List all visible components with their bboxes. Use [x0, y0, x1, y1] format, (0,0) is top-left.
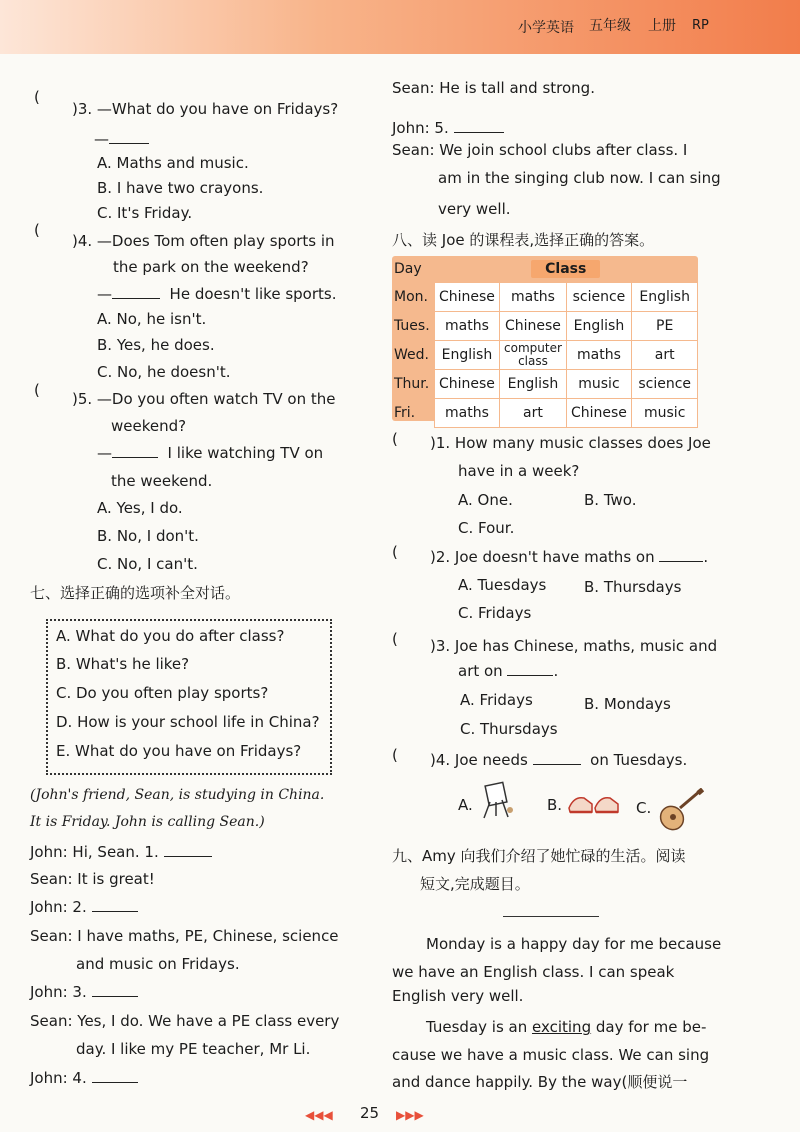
option-b: B. — [547, 796, 563, 814]
dialog-line: John: Hi, Sean. 1. — [30, 842, 212, 862]
option-a: A. Tuesdays — [458, 576, 547, 594]
table-cell: art — [500, 399, 566, 428]
question-5: )5. —Do you often watch TV on the — [72, 390, 336, 408]
option-a: A. Fridays — [460, 691, 533, 709]
section-9-title-cont: 短文,完成题目。 — [420, 875, 530, 893]
page-header — [0, 0, 800, 54]
section-9-title: 九、Amy 向我们介绍了她忙碌的生活。阅读 — [392, 847, 686, 865]
question-4: )4. Joe needs on Tuesdays. — [430, 751, 688, 769]
dialog-line: John: 4. — [30, 1068, 138, 1088]
answer-line: — — [94, 129, 149, 149]
question-5-cont: weekend? — [111, 417, 187, 435]
answer-paren: ( — [392, 430, 398, 448]
dialog-line: John: 2. — [30, 897, 138, 917]
sneakers-icon — [566, 786, 622, 820]
dialog-line: Sean: We join school clubs after class. I — [392, 141, 688, 159]
table-cell: English — [434, 341, 500, 370]
option-c: C. It's Friday. — [97, 204, 193, 222]
options-box — [46, 619, 332, 775]
guitar-icon — [656, 788, 704, 834]
table-cell: science — [632, 370, 698, 399]
answer-paren: ( — [34, 381, 40, 399]
option-a: A. Maths and music. — [97, 154, 249, 172]
option-a: A. Yes, I do. — [97, 499, 183, 517]
title-blank — [503, 916, 599, 917]
table-cell: science — [566, 283, 632, 312]
right-arrows-icon: ▶▶▶ — [396, 1108, 424, 1122]
dialog-line: Sean: Yes, I do. We have a PE class every — [30, 1012, 340, 1030]
underlined-word: exciting — [532, 1018, 592, 1036]
table-cell: maths — [500, 283, 566, 312]
option-d: D. How is your school life in China? — [56, 713, 320, 731]
option-c: C. Thursdays — [460, 720, 558, 738]
option-b: B. Thursdays — [584, 578, 682, 596]
question-1-cont: have in a week? — [458, 462, 580, 480]
question-4: )4. —Does Tom often play sports in — [72, 232, 335, 250]
question-3: )3. Joe has Chinese, maths, music and — [430, 637, 718, 655]
option-b: B. Mondays — [584, 695, 671, 713]
option-c: C. No, he doesn't. — [97, 363, 231, 381]
book-grade: 五年级 — [589, 18, 631, 34]
passage-line: Monday is a happy day for me because — [426, 935, 722, 953]
answer-line-cont: the weekend. — [111, 472, 213, 490]
answer-line: — I like watching TV on — [97, 444, 324, 462]
table-cell: Chinese — [434, 370, 500, 399]
book-title: 小学英语 — [518, 20, 574, 36]
option-b: B. No, I don't. — [97, 527, 199, 545]
answer-paren: ( — [392, 746, 398, 764]
table-cell: maths — [566, 341, 632, 370]
option-b: B. Yes, he does. — [97, 336, 215, 354]
table-cell: music — [632, 399, 698, 428]
option-c: C. Fridays — [458, 604, 532, 622]
option-b: B. I have two crayons. — [97, 179, 264, 197]
page-footer — [0, 1100, 800, 1132]
option-a: A. One. — [458, 491, 513, 509]
passage-line: we have an English class. I can speak — [392, 963, 675, 981]
dialog-context: It is Friday. John is calling Sean.) — [30, 814, 265, 830]
row-day: Fri. — [394, 405, 416, 421]
dialog-line: and music on Fridays. — [76, 955, 240, 973]
answer-paren: ( — [392, 543, 398, 561]
table-cell: Chinese — [500, 312, 566, 341]
row-day: Tues. — [394, 318, 430, 334]
question-3: )3. —What do you have on Fridays? — [72, 100, 339, 118]
option-a: A. What do you do after class? — [56, 627, 285, 645]
answer-paren: ( — [34, 221, 40, 239]
option-a: A. No, he isn't. — [97, 310, 207, 328]
dialog-context: (John's friend, Sean, is studying in China. — [30, 787, 325, 803]
question-3-cont: art on . — [458, 662, 559, 680]
question-1: )1. How many music classes does Joe — [430, 434, 711, 452]
option-c: C. Do you often play sports? — [56, 684, 269, 702]
passage-line: English very well. — [392, 987, 524, 1005]
page-number: 25 — [360, 1104, 380, 1122]
table-cell: English — [566, 312, 632, 341]
row-day: Thur. — [394, 376, 430, 392]
dialog-line: Sean: He is tall and strong. — [392, 79, 595, 97]
table-cell: computer class — [500, 341, 566, 370]
table-cell: Chinese — [566, 399, 632, 428]
header-day: Day — [394, 261, 422, 278]
option-c: C. No, I can't. — [97, 555, 198, 573]
table-cell: art — [632, 341, 698, 370]
dialog-line: day. I like my PE teacher, Mr Li. — [76, 1040, 311, 1058]
schedule-table — [392, 256, 698, 421]
row-day: Wed. — [394, 347, 429, 363]
table-cell: Chinese — [434, 283, 500, 312]
option-e: E. What do you have on Fridays? — [56, 742, 302, 760]
header-class: Class — [531, 260, 600, 278]
table-cell: maths — [434, 399, 500, 428]
section-7-title: 七、选择正确的选项补全对话。 — [30, 584, 241, 602]
book-term: 上册 — [648, 18, 676, 34]
table-cell: PE — [632, 312, 698, 341]
passage-line: cause we have a music class. We can sing — [392, 1046, 710, 1064]
option-b: B. What's he like? — [56, 655, 190, 673]
section-8-title: 八、读 Joe 的课程表,选择正确的答案。 — [392, 231, 655, 249]
left-arrows-icon: ◀◀◀ — [305, 1108, 333, 1122]
table-cell: English — [632, 283, 698, 312]
dialog-line: very well. — [438, 200, 511, 218]
question-4-cont: the park on the weekend? — [113, 258, 309, 276]
option-a: A. — [458, 796, 473, 814]
option-c: C. Four. — [458, 519, 515, 537]
dialog-line: Sean: It is great! — [30, 870, 155, 888]
option-b: B. Two. — [584, 491, 637, 509]
passage-line: Tuesday is an exciting day for me be- — [426, 1018, 707, 1036]
answer-paren: ( — [34, 88, 40, 106]
answer-paren: ( — [392, 630, 398, 648]
book-edition: RP — [692, 18, 709, 33]
table-cell: maths — [434, 312, 500, 341]
answer-line: — He doesn't like sports. — [97, 285, 337, 303]
dialog-line: John: 3. — [30, 982, 138, 1002]
question-2: )2. Joe doesn't have maths on . — [430, 548, 709, 566]
table-cell: English — [500, 370, 566, 399]
passage-line: and dance happily. By the way(顺便说一 — [392, 1073, 688, 1091]
dialog-line: John: 5. — [392, 118, 504, 138]
row-day: Mon. — [394, 289, 428, 305]
dialog-line: am in the singing club now. I can sing — [438, 169, 721, 187]
table-cell: music — [566, 370, 632, 399]
option-c: C. — [636, 799, 652, 817]
easel-icon — [478, 780, 518, 820]
dialog-line: Sean: I have maths, PE, Chinese, science — [30, 927, 339, 945]
